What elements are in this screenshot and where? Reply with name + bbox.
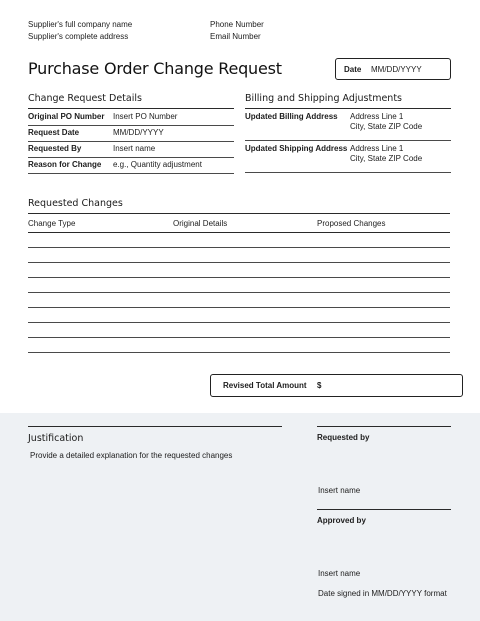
table-row[interactable] (28, 247, 450, 248)
divider (245, 172, 451, 173)
divider (317, 426, 451, 427)
shipping-address-line2[interactable]: City, State ZIP Code (350, 154, 423, 163)
requested-by-signature-label: Requested by (317, 433, 370, 442)
requested-by-name[interactable]: Insert name (318, 486, 361, 495)
requested-by-label: Requested By (28, 144, 82, 153)
justification-text[interactable]: Provide a detailed explanation for the requested changes (30, 451, 233, 460)
approved-by-name[interactable]: Insert name (318, 569, 361, 578)
divider (28, 108, 234, 109)
supplier-address: Supplier's complete address (28, 32, 129, 41)
supplier-phone: Phone Number (210, 20, 264, 29)
table-row[interactable] (28, 232, 450, 233)
divider (28, 173, 234, 174)
col-original-details: Original Details (173, 219, 228, 228)
page-title: Purchase Order Change Request (28, 59, 282, 78)
divider (245, 140, 451, 141)
shipping-address-line1[interactable]: Address Line 1 (350, 144, 404, 153)
original-po-value[interactable]: Insert PO Number (113, 112, 178, 121)
divider (28, 157, 234, 158)
divider (28, 125, 234, 126)
date-field[interactable] (335, 58, 451, 80)
table-row[interactable] (28, 337, 450, 338)
revised-total-field[interactable] (210, 374, 463, 397)
divider (28, 141, 234, 142)
col-change-type: Change Type (28, 219, 76, 228)
requested-changes-heading: Requested Changes (28, 198, 123, 209)
requested-by-value[interactable]: Insert name (113, 144, 156, 153)
table-row[interactable] (28, 307, 450, 308)
billing-heading: Billing and Shipping Adjustments (245, 93, 402, 104)
table-row[interactable] (28, 262, 450, 263)
col-proposed-changes: Proposed Changes (317, 219, 386, 228)
divider (317, 509, 451, 510)
table-row[interactable] (28, 322, 450, 323)
date-signed[interactable]: Date signed in MM/DD/YYYY format (318, 589, 447, 598)
divider (28, 213, 450, 214)
reason-value[interactable]: e.g., Quantity adjustment (113, 160, 202, 169)
date-value: MM/DD/YYYY (371, 65, 422, 74)
revised-total-label: Revised Total Amount (223, 381, 307, 390)
original-po-label: Original PO Number (28, 112, 105, 121)
justification-heading: Justification (28, 433, 84, 444)
divider (245, 108, 451, 109)
billing-address-line1[interactable]: Address Line 1 (350, 112, 404, 121)
revised-total-value: $ (317, 381, 322, 390)
request-date-label: Request Date (28, 128, 80, 137)
date-label: Date (344, 65, 362, 74)
table-row[interactable] (28, 277, 450, 278)
change-details-heading: Change Request Details (28, 93, 142, 104)
supplier-name: Supplier's full company name (28, 20, 133, 29)
divider (28, 426, 282, 427)
billing-address-label: Updated Billing Address (245, 112, 338, 121)
approved-by-signature-label: Approved by (317, 516, 366, 525)
supplier-email: Email Number (210, 32, 261, 41)
billing-address-line2[interactable]: City, State ZIP Code (350, 122, 423, 131)
shipping-address-label: Updated Shipping Address (245, 144, 348, 153)
table-row[interactable] (28, 292, 450, 293)
reason-label: Reason for Change (28, 160, 102, 169)
request-date-value[interactable]: MM/DD/YYYY (113, 128, 164, 137)
table-row[interactable] (28, 352, 450, 353)
